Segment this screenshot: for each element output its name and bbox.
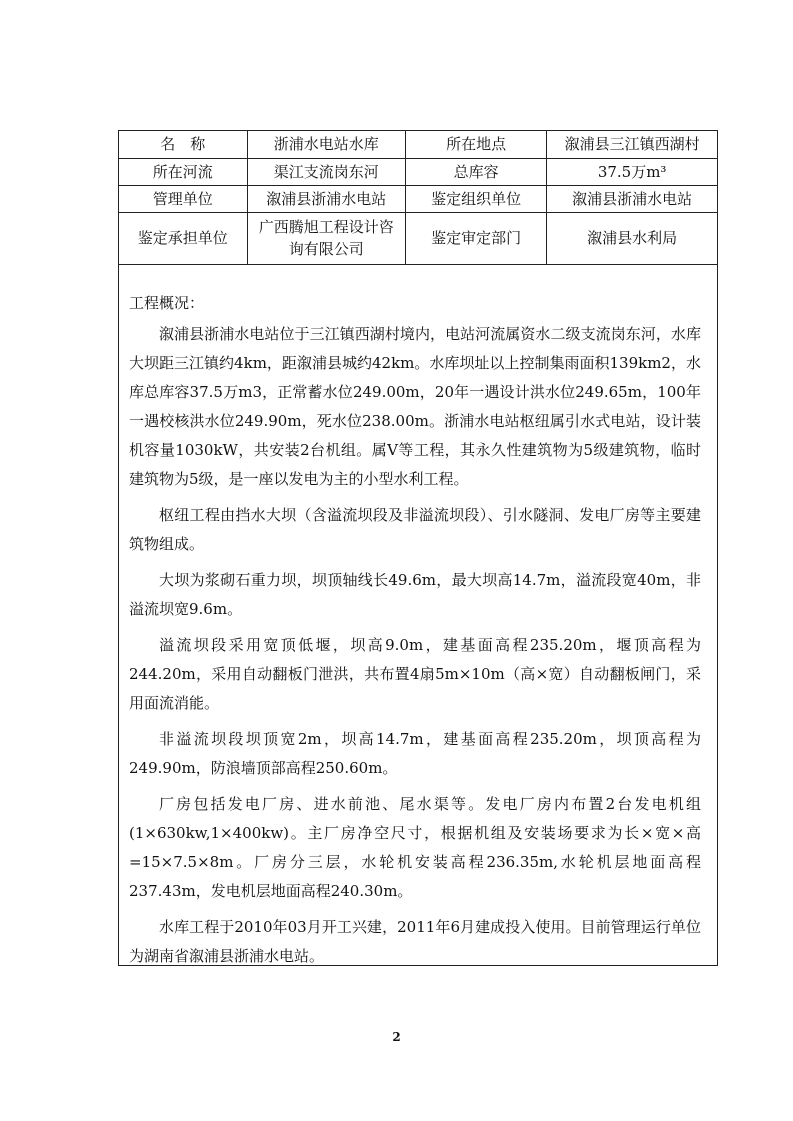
overview-paragraph: 溢流坝段采用宽顶低堰，坝高9.0m，建基面高程235.20m，堰顶高程为244.20m，采用自动翻板门泄洪，共布置4扇5m×10m（高×宽）自动翻板闸门，采用面流消能。 [129,636,701,712]
label-cell: 鉴定组织单位 [406,185,547,212]
value-cell: 溆浦县浙浦水电站 [247,185,405,212]
project-overview [119,289,717,978]
label-cell: 鉴定审定部门 [406,212,547,264]
label-cell: 所在河流 [119,158,247,185]
label-cell: 管理单位 [119,185,247,212]
value-cell: 浙浦水电站水库 [247,131,405,158]
value-cell: 溆浦县三江镇西湖村 [547,131,717,158]
label-cell: 鉴定承担单位 [119,212,247,264]
table-row [119,131,717,158]
document-frame [118,130,718,966]
table-row [119,185,717,212]
label-cell: 总库容 [406,158,547,185]
info-table [119,131,717,265]
value-cell: 广西腾旭工程设计咨询有限公司 [247,212,405,264]
label-cell: 名 称 [119,131,247,158]
overview-paragraph: 非溢流坝段坝顶宽2m，坝高14.7m，建基面高程235.20m，坝顶高程为249.90m，防浪墙顶部高程250.60m。 [129,730,701,777]
overview-paragraph: 大坝为浆砌石重力坝，坝顶轴线长49.6m，最大坝高14.7m，溢流段宽40m，非溢流坝宽9.6m。 [129,571,701,618]
overview-paragraph: 厂房包括发电厂房、进水前池、尾水渠等。发电厂房内布置2台发电机组(1×630kw,1×400kw)。主厂房净空尺寸，根据机组及安装场要求为长×宽×高=15×7.5×8m。厂房分三层，水轮机安装高程236.35m,水轮机层地面高程237.43m，发电机层地面高程240.30m。 [129,795,701,900]
overview-paragraph: 溆浦县浙浦水电站位于三江镇西湖村境内，电站河流属资水二级支流岗东河，水库大坝距三江镇约4km，距溆浦县城约42km。水库坝址以上控制集雨面积139km2，水库总库容37.5万m3，正常蓄水位249.00m，20年一遇设计洪水位249.65m，100年一遇校核洪水位249.90m，死水位238.00m。浙浦水电站枢纽属引水式电站，设计装机容量1030kW，共安装2台机组。属V等工程，其永久性建筑物为5级建筑物，临时建筑物为5级，是一座以发电为主的小型水利工程。 [129,325,701,488]
label-cell: 所在地点 [406,131,547,158]
value-cell: 37.5万m³ [547,158,717,185]
overview-paragraph: 枢纽工程由挡水大坝（含溢流坝段及非溢流坝段）、引水隧洞、发电厂房等主要建筑物组成。 [129,506,701,553]
table-row [119,158,717,185]
value-cell: 溆浦县浙浦水电站 [547,185,717,212]
page-number: 2 [392,1030,401,1044]
overview-heading: 工程概况： [129,294,205,312]
value-cell: 渠江支流岗东河 [247,158,405,185]
overview-paragraph: 水库工程于2010年03月开工兴建，2011年6月建成投入使用。目前管理运行单位为湖南省溆浦县浙浦水电站。 [129,918,701,965]
table-row [119,212,717,264]
value-cell: 溆浦县水利局 [547,212,717,264]
